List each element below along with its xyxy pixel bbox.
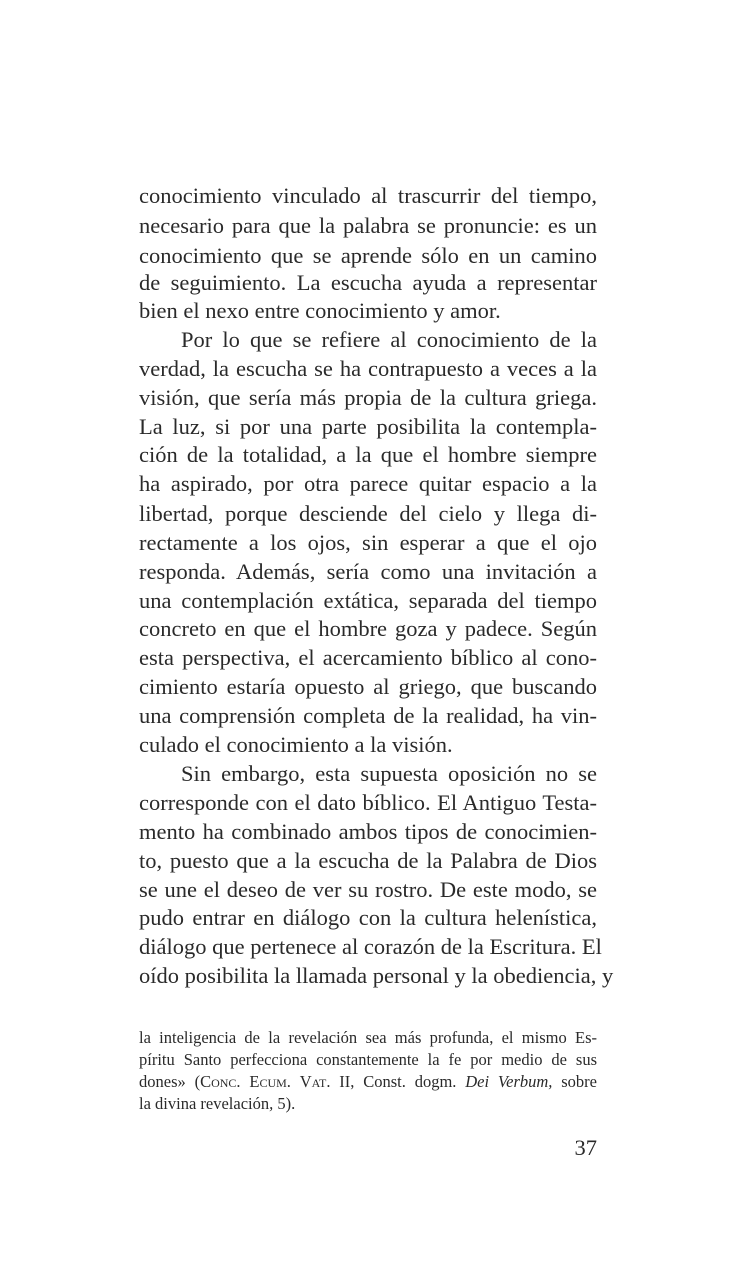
page-number: 37 bbox=[574, 1135, 597, 1160]
body-text-line: una comprensión completa de la realidad, ha vin- bbox=[139, 703, 597, 728]
footnote-text: la divina revelación bbox=[139, 1094, 270, 1113]
paragraph-start-line: Por lo que se refiere al conocimiento de la bbox=[181, 327, 597, 352]
body-text-line: concreto en que el hombre goza y padece. Según bbox=[139, 616, 597, 641]
footnote-text: . bbox=[236, 1072, 250, 1091]
body-text-line: La luz, si por una parte posibilita la contempla- bbox=[139, 414, 597, 439]
body-text-line: pudo entrar en diálogo con la cultura helenística, bbox=[139, 905, 597, 930]
body-text-line: diálogo que pertenece al corazón de la Escritura. El bbox=[139, 934, 602, 959]
body-text-line: mento ha combinado ambos tipos de conocimien- bbox=[139, 819, 597, 844]
footnote-abbrev: Conc bbox=[200, 1072, 237, 1091]
footnote-text: . II, Const. dogm. bbox=[326, 1072, 466, 1091]
body-text-line: ha aspirado, por otra parece quitar espacio a la bbox=[139, 471, 597, 496]
body-text-line: rectamente a los ojos, sin esperar a que el ojo bbox=[139, 530, 597, 555]
body-text-line: una contemplación extática, separada del tiempo bbox=[139, 588, 597, 613]
footnote-text: sobre bbox=[552, 1072, 597, 1091]
footnote-abbrev: Ecum bbox=[249, 1072, 287, 1091]
footnote-abbrev: Vat bbox=[299, 1072, 327, 1091]
footnote-line: la inteligencia de la revelación sea más profunda, el mismo Es- bbox=[139, 1028, 597, 1047]
footnote-line: píritu Santo perfecciona constantemente la fe por medio de sus bbox=[139, 1050, 597, 1069]
body-text-line: oído posibilita la llamada personal y la obediencia, y bbox=[139, 963, 614, 988]
body-text-line: conocimiento que se aprende sólo en un camino bbox=[139, 243, 597, 268]
body-text-line: bien el nexo entre conocimiento y amor. bbox=[139, 298, 501, 323]
footnote-line bbox=[139, 1071, 597, 1093]
body-text-line: to, puesto que a la escucha de la Palabra de Dios bbox=[139, 848, 597, 873]
body-text-line: culado el conocimiento a la visión. bbox=[139, 732, 453, 757]
body-text-line: libertad, porque desciende del cielo y llega di- bbox=[139, 501, 597, 526]
body-text-line: visión, que sería más propia de la cultura griega. bbox=[139, 385, 597, 410]
body-text-line: responda. Además, sería como una invitación a bbox=[139, 559, 597, 584]
paragraph-start-line: Sin embargo, esta supuesta oposición no se bbox=[181, 761, 597, 786]
footnote-text: dones» ( bbox=[139, 1072, 201, 1091]
body-text-line: corresponde con el dato bíblico. El Antiguo Testa- bbox=[139, 790, 597, 815]
body-text-line: necesario para que la palabra se pronuncie: es un bbox=[139, 213, 597, 238]
body-text-line: esta perspectiva, el acercamiento bíblico al cono- bbox=[139, 645, 597, 670]
body-text-line: se une el deseo de ver su rostro. De este modo, se bbox=[139, 877, 597, 902]
body-text-line: conocimiento vinculado al trascurrir del tiempo, bbox=[139, 183, 597, 208]
footnote-text: , bbox=[269, 1094, 274, 1113]
body-text-line: de seguimiento. La escucha ayuda a representar bbox=[139, 270, 597, 295]
body-text-line: verdad, la escucha se ha contrapuesto a veces a la bbox=[139, 356, 597, 381]
body-text-line: ción de la totalidad, a la que el hombre siempre bbox=[139, 442, 597, 467]
footnote-line bbox=[139, 1093, 597, 1115]
footnote-text: 5). bbox=[273, 1094, 296, 1113]
footnote-document-title: Dei Verbum, bbox=[465, 1072, 553, 1091]
body-text-line: cimiento estaría opuesto al griego, que buscando bbox=[139, 674, 597, 699]
footnote-text: . bbox=[286, 1072, 300, 1091]
